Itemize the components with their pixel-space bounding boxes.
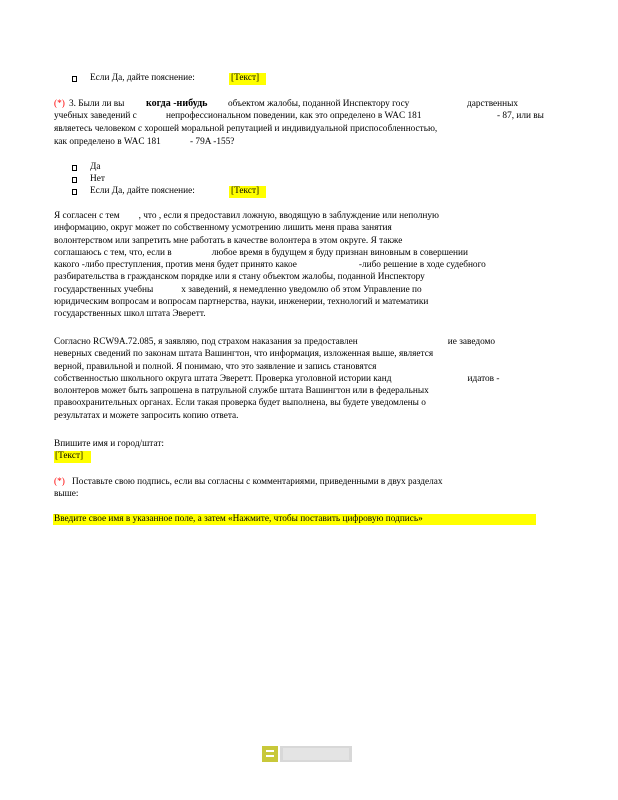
bullet-icon [72,165,77,171]
option-no[interactable]: Нет [90,174,105,184]
option-explain-label: Если Да, дайте пояснение: [90,186,195,196]
declaration-paragraph: Согласно RCW9A.72.085, я заявляю, под страхом наказания за предоставлен ие заведомо неверных сведений по законам штата Вашингтон, что информация, изложенная выше, является верной, правильной и полной. Я понимаю, что это заявление и запись становятся собственностью школьного округа штата Эверетт. Проверка уголовной истории канд идатов - волонтеров может быть запрошена в патрульной службе штата Вашингтон или в федеральных правоохранительных органах. Если такая проверка будет выполнена, вы будете уведомлены о результатах и можете запросить копию ответа. [54,337,500,421]
name-city-text-field[interactable]: [Текст] [54,451,91,463]
explain-label: Если Да, дайте пояснение: [90,73,195,83]
question-3-emphasis: когда -нибудь [146,98,208,109]
q3-explain-text-field[interactable]: [Текст] [229,186,266,198]
question-3-line3: являетесь человеком с хорошей моральной репутацией и индивидуальной приспособленностью, [54,124,438,134]
bullet-icon [72,189,77,195]
required-marker: (*) [54,477,65,487]
question-3-line2b: непрофессиональном поведении, как это определено в WAC 181 [166,111,422,121]
name-city-label: Впишите имя и город/штат: [54,439,164,449]
signature-prompt-line1: Поставьте свою подпись, если вы согласны с комментариями, приведенными в двух разделах [72,477,443,487]
signature-instruction: Введите свое имя в указанное поле, а затем «Нажмите, чтобы поставить цифровую подпись» [54,514,423,524]
explain-text-field[interactable]: [Текст] [229,73,266,85]
question-3-line2a: учебных заведений с [54,111,137,121]
question-3-line4a: как определено в WAC 181 [54,137,161,147]
bullet-icon [72,76,77,82]
required-marker: (*) [54,99,65,109]
bullet-icon [72,177,77,183]
question-3-line1a: 3. Были ли вы [69,99,125,109]
question-3-line1b: объектом жалобы, поданной Инспектору госу [228,99,410,109]
question-3-line2c: - 87, или вы [497,111,544,121]
digital-signature-field[interactable] [53,514,536,525]
footer-logo-icon [262,744,352,762]
option-yes[interactable]: Да [90,162,101,172]
question-3-line4b: - 79A -155? [190,137,235,147]
agreement-paragraph: Я согласен с тем , что , если я предоставил ложную, вводящую в заблуждение или неполную информацию, округ может по собственному усмотрению лишить меня права занятия волонтерством или запретить мне работать в качестве волонтера в этом округе. Я также соглашаюсь с тем, что, если в любое время в будущем я буду признан виновным в совершении какого -либо преступления, против меня будет принято какое -либо решение в ходе судебного разбирательства в гражданском порядке или я стану объектом жалобы, поданной Инспектору государственных учебны х заведений, я немедленно уведомлю об этом Управление по юридическим вопросам и вопросам партнерства, науки, инженерии, технологий и математики государственных школ штата Эверетт. [54,211,486,320]
question-3-line1c: дарственных [467,99,519,109]
signature-prompt-line2: выше: [54,489,79,499]
